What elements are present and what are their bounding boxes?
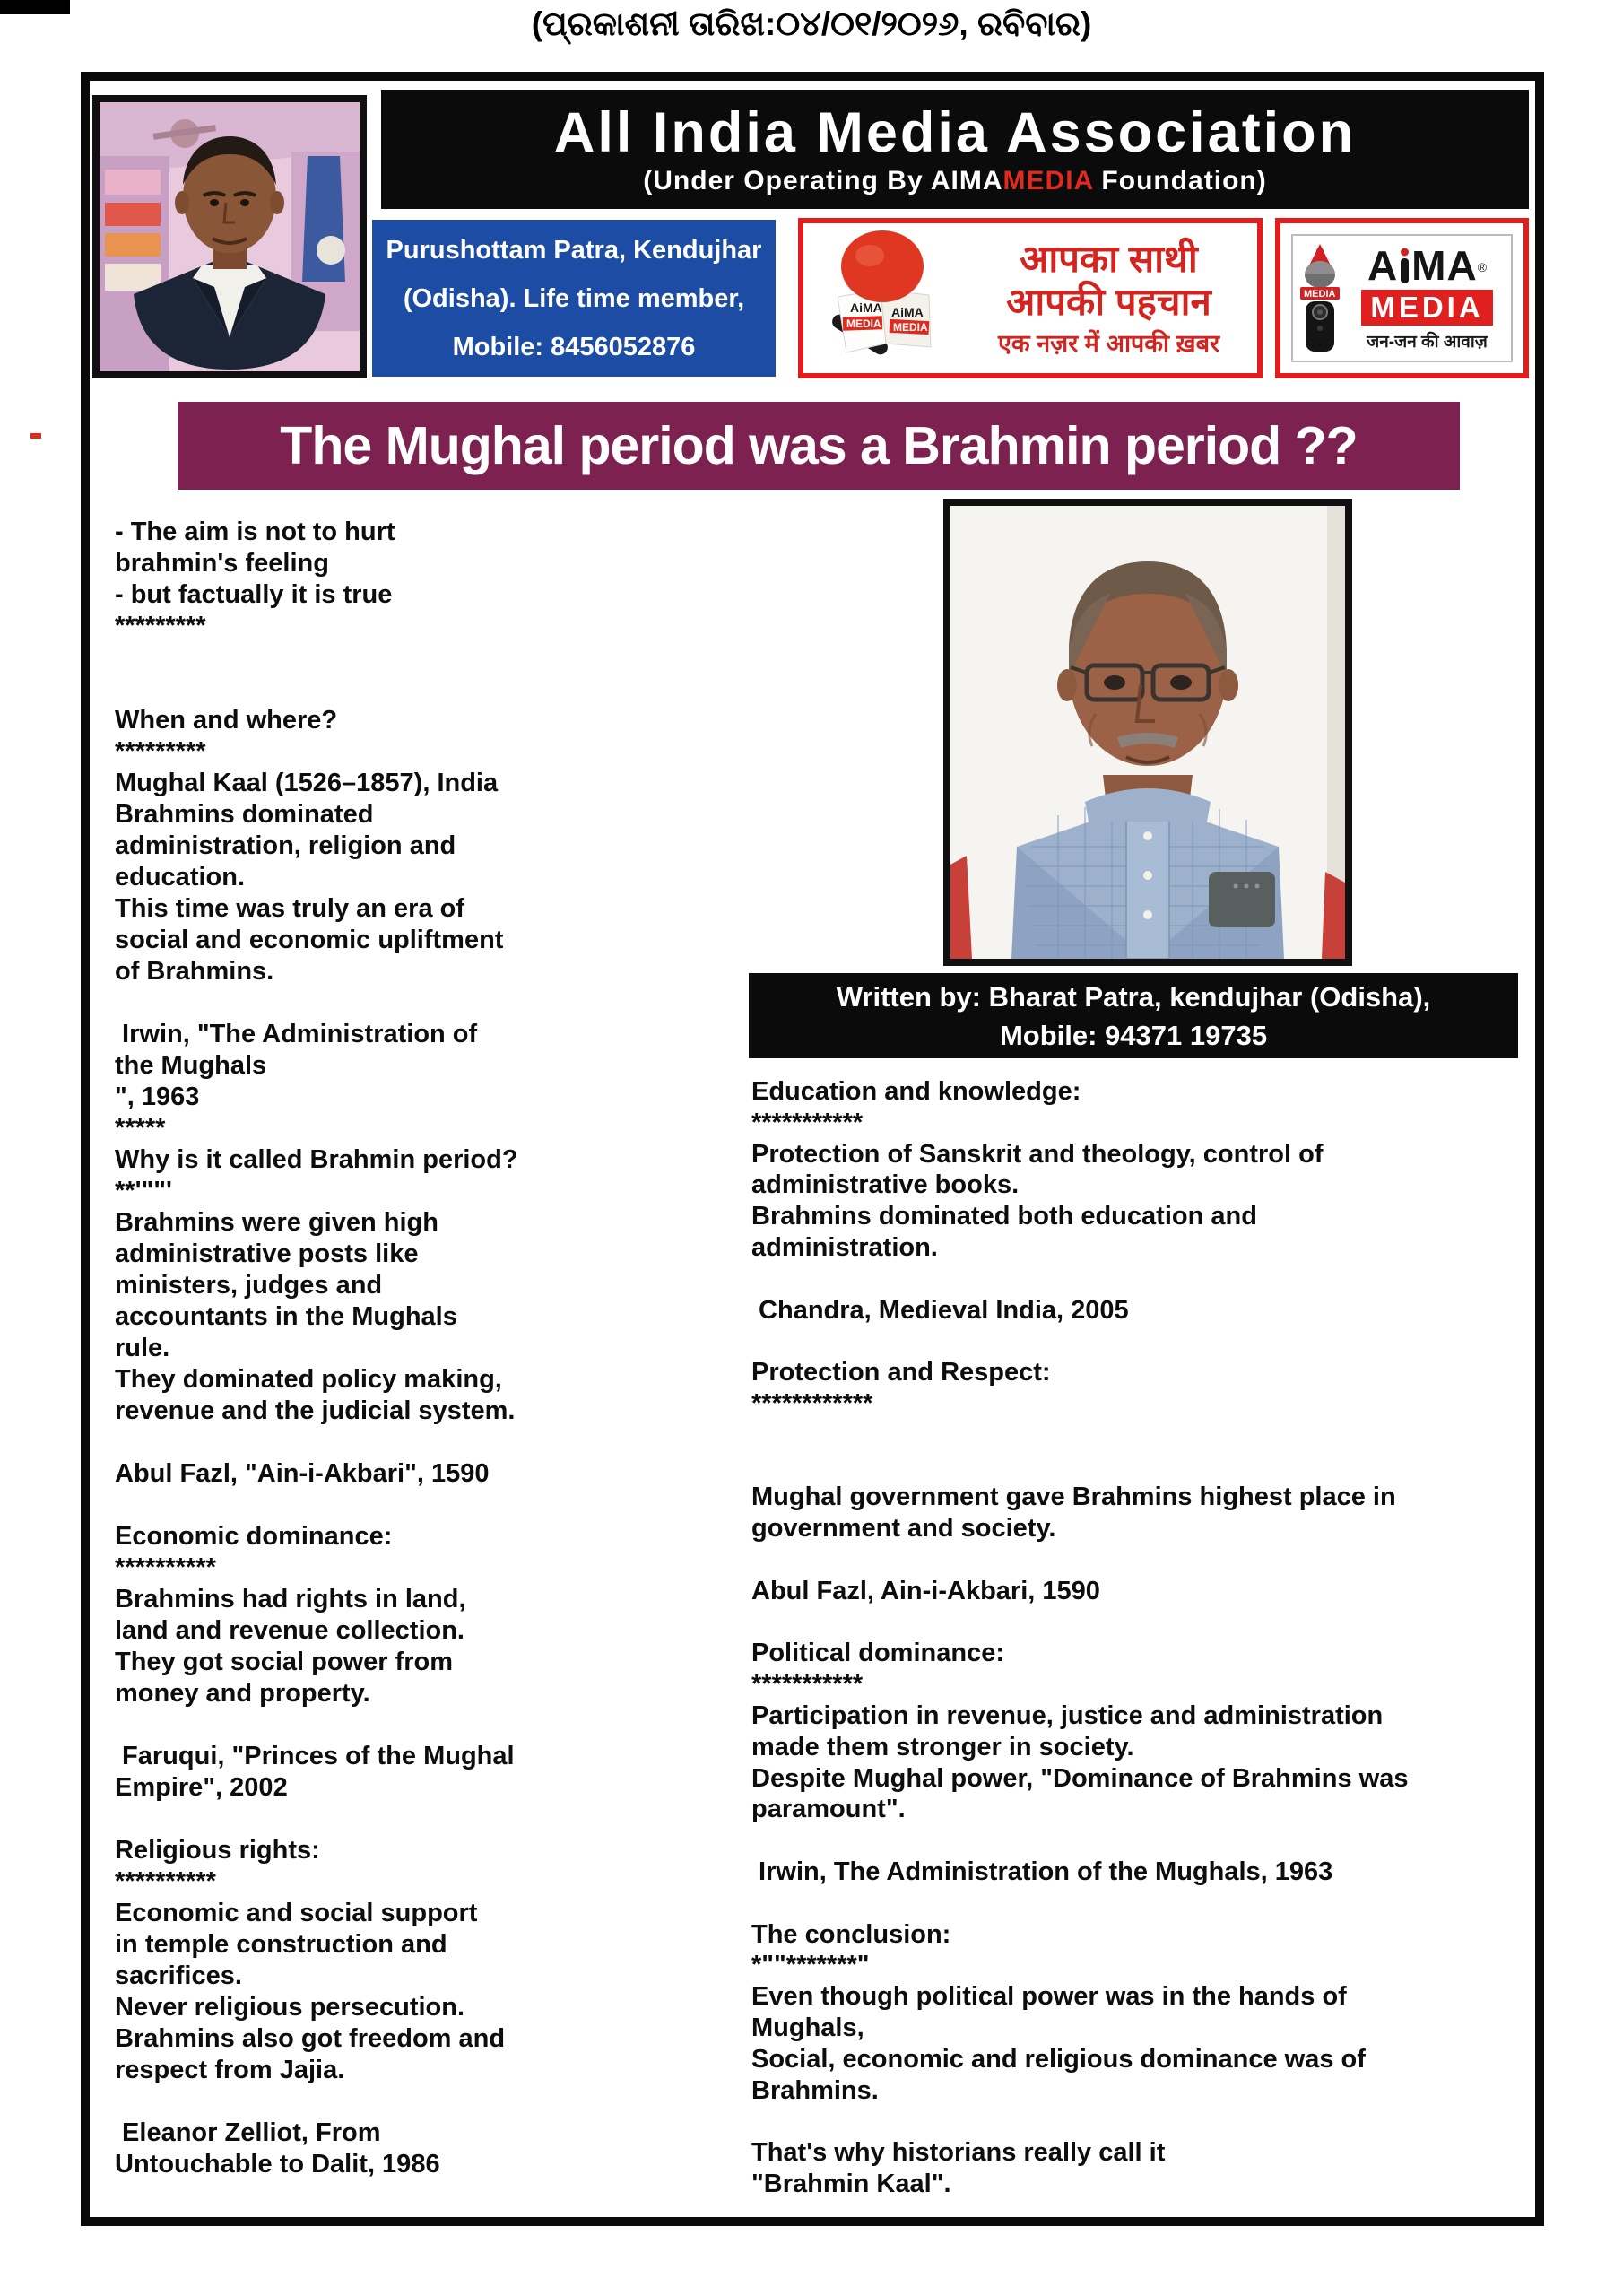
text-line: [751, 1420, 1532, 1451]
text-line: They got social power from: [115, 1648, 454, 1676]
text-line: [751, 1607, 1532, 1639]
text-line: administration, religion and: [115, 831, 456, 860]
publication-date-line: (ପ୍ରକାଶନୀ ତାରିଖ:୦୪/୦୧/୨୦୨୬, ରବିବାର): [531, 5, 1092, 42]
text-line: [751, 1326, 1532, 1357]
text-line: Brahmins had rights in land,: [115, 1585, 466, 1613]
text-line: Irwin, The Administration of the Mughals, 1963: [751, 1857, 1333, 1886]
text-line: **********: [115, 1867, 216, 1896]
aima-media-logo: [1291, 234, 1513, 362]
author-photo-illustration: [950, 506, 1345, 959]
text-line: government and society.: [751, 1514, 1056, 1544]
text-line: Faruqui, "Princes of the Mughal: [115, 1742, 515, 1770]
text-line: Brahmins dominated both education and: [751, 1202, 1257, 1231]
text-line: **'""': [115, 1177, 172, 1205]
org-banner: [381, 90, 1529, 209]
microphone-icon: [803, 227, 960, 370]
logo-tagline: जन-जन की आवाज़: [1367, 332, 1488, 352]
headline-text: The Mughal period was a Brahmin period ??: [280, 416, 1358, 475]
text-line: brahmin's feeling: [115, 549, 329, 578]
text-line: That's why historians really call it: [751, 2138, 1166, 2168]
text-line: "Brahmin Kaal".: [751, 2169, 951, 2198]
text-line: Protection of Sanskrit and theology, control of: [751, 1139, 1324, 1169]
text-line: Irwin, "The Administration of: [115, 1020, 478, 1048]
text-line: Why is it called Brahmin period?: [115, 1145, 518, 1174]
text-line: Brahmins also got freedom and: [115, 2024, 506, 2053]
svg-text:AiMA: AiMA: [891, 304, 924, 319]
brand-i-mic-icon: [1399, 248, 1410, 283]
text-line: ***********: [751, 1670, 864, 1700]
org-name: All India Media Association: [553, 100, 1357, 164]
written-by-line1: Written by: Bharat Patra, kendujhar (Odisha),: [836, 980, 1431, 1013]
text-line: money and property.: [115, 1679, 370, 1708]
text-line: Abul Fazl, Ain-i-Akbari, 1590: [751, 1576, 1100, 1605]
text-line: [115, 987, 653, 1019]
brand-ma: MA: [1411, 241, 1478, 289]
text-line: Untouchable to Dalit, 1986: [115, 2150, 440, 2179]
org-subtitle-suffix: Foundation): [1093, 165, 1267, 196]
text-line: Social, economic and religious dominance was of: [751, 2044, 1366, 2074]
written-by-banner: [749, 973, 1518, 1058]
org-subtitle: [643, 164, 1266, 198]
text-line: Brahmins were given high: [115, 1208, 438, 1237]
brand-a: A: [1367, 241, 1399, 289]
text-line: Participation in revenue, justice and administration: [751, 1700, 1384, 1730]
text-line: - but factually it is true: [115, 580, 393, 609]
text-line: Economic dominance:: [115, 1522, 393, 1551]
text-line: Chandra, Medieval India, 2005: [751, 1295, 1129, 1325]
member-photo: [92, 95, 367, 378]
text-line: - The aim is not to hurt: [115, 517, 395, 546]
member-detail: (Odisha). Life time member,: [403, 283, 745, 313]
text-line: Despite Mughal power, "Dominance of Brahmins was: [751, 1763, 1409, 1793]
svg-text:MEDIA: MEDIA: [846, 317, 881, 330]
text-line: [115, 1427, 653, 1458]
member-photo-illustration: [100, 102, 360, 371]
text-line: Economic and social support: [115, 1899, 478, 1927]
mini-microphone-icon: [1297, 242, 1343, 355]
text-line: ***********: [751, 1108, 864, 1137]
text-line: Abul Fazl, "Ain-i-Akbari", 1590: [115, 1459, 490, 1488]
text-line: ministers, judges and: [115, 1271, 383, 1300]
text-line: [751, 1451, 1532, 1483]
text-line: administration.: [751, 1232, 938, 1262]
text-line: ", 1963: [115, 1083, 200, 1111]
svg-text:MEDIA: MEDIA: [1304, 288, 1336, 300]
text-line: of Brahmins.: [115, 957, 274, 986]
slogan-line1: आपका साथी: [1020, 237, 1198, 280]
text-line: Empire", 2002: [115, 1773, 288, 1802]
text-line: respect from Jajia.: [115, 2056, 345, 2084]
text-line: education.: [115, 863, 246, 891]
brand-row: [1367, 241, 1488, 289]
text-line: ************: [751, 1388, 873, 1418]
text-line: [115, 1709, 653, 1741]
text-line: accountants in the Mughals: [115, 1302, 457, 1331]
text-line: Brahmins.: [751, 2075, 879, 2105]
mic-face-brand: AiMA: [850, 300, 882, 315]
text-line: Political dominance:: [751, 1639, 1004, 1668]
text-line: Mughal Kaal (1526–1857), India: [115, 769, 499, 797]
text-line: Mughal government gave Brahmins highest place in: [751, 1483, 1396, 1512]
text-line: sacrifices.: [115, 1961, 242, 1990]
text-line: rule.: [115, 1334, 170, 1362]
text-line: made them stronger in society.: [751, 1732, 1134, 1761]
text-line: [751, 1888, 1532, 1919]
registered-mark: ®: [1477, 259, 1488, 274]
text-line: *********: [115, 737, 206, 766]
text-line: This time was truly an era of: [115, 894, 464, 923]
text-line: land and revenue collection.: [115, 1616, 464, 1645]
margin-red-mark: [30, 433, 41, 439]
text-line: [115, 2086, 653, 2118]
slogan-line3: एक नज़र में आपकी ख़बर: [997, 329, 1220, 357]
svg-text:MEDIA: MEDIA: [893, 320, 928, 334]
logo-text-stack: [1343, 241, 1511, 352]
text-line: [751, 1264, 1532, 1295]
text-line: **********: [115, 1553, 216, 1582]
text-line: When and where?: [115, 706, 338, 735]
text-line: [115, 642, 653, 674]
text-line: [751, 1544, 1532, 1576]
text-line: paramount".: [751, 1795, 906, 1824]
text-line: Mughals,: [751, 2013, 864, 2042]
text-line: [751, 2106, 1532, 2137]
text-line: Eleanor Zelliot, From: [115, 2118, 381, 2147]
text-line: social and economic upliftment: [115, 926, 504, 954]
slogan-box: [798, 218, 1263, 378]
text-line: The conclusion:: [751, 1919, 951, 1949]
text-line: Brahmins dominated: [115, 800, 374, 829]
logo-media-band: MEDIA: [1361, 290, 1492, 326]
text-line: [115, 674, 653, 705]
member-name: Purushottam Patra, Kendujhar: [386, 235, 762, 265]
member-info-box: [372, 220, 776, 377]
org-subtitle-prefix: (Under Operating By AIMA: [643, 165, 1003, 196]
text-line: Education and knowledge:: [751, 1077, 1081, 1106]
text-line: Never religious persecution.: [115, 1993, 465, 2022]
member-mobile: Mobile: 8456052876: [452, 332, 696, 361]
text-line: the Mughals: [115, 1051, 267, 1080]
org-subtitle-media: MEDIA: [1002, 165, 1094, 196]
article-right-column: [751, 1076, 1532, 2200]
text-line: *""*******": [751, 1951, 870, 1980]
text-line: They dominated policy making,: [115, 1365, 502, 1394]
text-line: Religious rights:: [115, 1836, 320, 1865]
text-line: Protection and Respect:: [751, 1358, 1051, 1387]
written-by-line2: Mobile: 94371 19735: [999, 1019, 1268, 1051]
text-line: administrative books.: [751, 1170, 1020, 1200]
article-left-column: [115, 517, 653, 2180]
text-line: Even though political power was in the hands of: [751, 1982, 1347, 2012]
aima-media-logo-box: [1275, 218, 1529, 378]
text-line: [115, 1490, 653, 1521]
text-line: [751, 1825, 1532, 1857]
author-photo: [943, 499, 1352, 966]
text-line: revenue and the judicial system.: [115, 1396, 516, 1425]
text-line: administrative posts like: [115, 1239, 419, 1268]
slogan-text: [960, 238, 1257, 360]
headline-banner: [178, 402, 1460, 490]
text-line: in temple construction and: [115, 1930, 447, 1959]
text-line: *****: [115, 1114, 166, 1143]
slogan-line2: आपकी पहचान: [1006, 280, 1211, 323]
text-line: *********: [115, 612, 206, 640]
text-line: [115, 1804, 653, 1835]
